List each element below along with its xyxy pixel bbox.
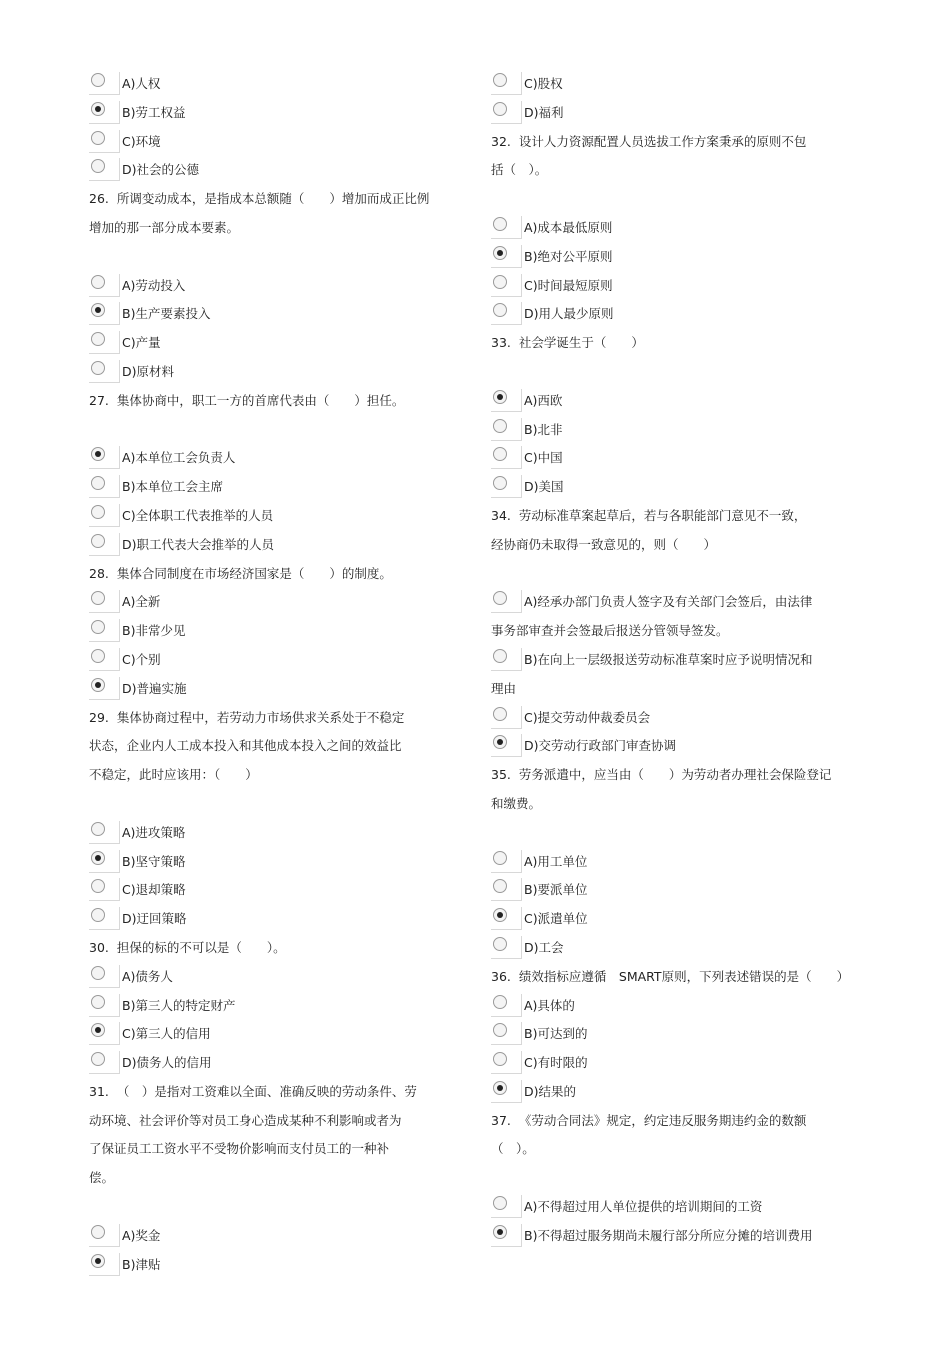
radio-unchecked-icon[interactable]: [491, 72, 522, 95]
answer-option[interactable]: [89, 70, 469, 99]
question-text: [491, 1135, 876, 1164]
radio-unchecked-icon[interactable]: [89, 130, 120, 153]
question-text: [491, 1107, 876, 1136]
question-text: [89, 934, 469, 963]
answer-option[interactable]: [89, 848, 469, 877]
radio-unchecked-icon[interactable]: [491, 850, 522, 873]
radio-unchecked-icon[interactable]: [491, 446, 522, 469]
question-line: 所调变动成本，是指成本总额随（ ）增加而成正比例: [116, 191, 430, 207]
question-number: 35.: [491, 767, 511, 783]
radio-unchecked-icon[interactable]: [89, 504, 120, 527]
answer-option[interactable]: [89, 1020, 469, 1049]
question-line: 和缴费。: [491, 795, 542, 811]
radio-checked-icon[interactable]: [89, 302, 120, 325]
radio-unchecked-icon[interactable]: [491, 878, 522, 901]
option-label: B)津贴: [122, 1256, 161, 1272]
question-text: [89, 560, 469, 589]
option-label: A)经承办部门负责人签字及有关部门会签后，由法律: [524, 594, 813, 610]
answer-option[interactable]: [491, 387, 876, 416]
spacer: [89, 790, 469, 819]
option-label: A)西欧: [524, 392, 563, 408]
option-label: B)第三人的特定财产: [122, 997, 236, 1013]
question-text: [89, 1107, 469, 1136]
spacer: [491, 358, 876, 387]
answer-option[interactable]: [89, 1251, 469, 1280]
radio-unchecked-icon[interactable]: [491, 1051, 522, 1074]
option-label: B)可达到的: [524, 1026, 588, 1042]
spacer: [491, 560, 876, 589]
radio-unchecked-icon[interactable]: [89, 965, 120, 988]
option-label: D)工会: [524, 939, 564, 955]
question-number: 32.: [491, 133, 511, 149]
answer-option[interactable]: [491, 732, 876, 761]
question-line: 动环境、社会评价等对员工身心造成某种不利影响或者为: [89, 1112, 402, 1128]
option-label: B)不得超过服务期尚未履行部分所应分摊的培训费用: [524, 1227, 813, 1243]
spacer: [491, 819, 876, 848]
question-number: 36.: [491, 968, 511, 984]
question-number: 31.: [89, 1083, 109, 1099]
question-text: [89, 214, 469, 243]
question-line: 担保的标的不可以是（ ）。: [116, 939, 286, 955]
radio-unchecked-icon[interactable]: [491, 590, 522, 613]
spacer: [89, 1193, 469, 1222]
question-text: [491, 329, 876, 358]
answer-option[interactable]: [491, 1020, 876, 1049]
answer-option[interactable]: [491, 300, 876, 329]
question-line: 经协商仍未取得一致意见的，则（ ）: [491, 536, 717, 552]
radio-unchecked-icon[interactable]: [491, 302, 522, 325]
option-label: B)在向上一层级报送劳动标准草案时应予说明情况和: [524, 651, 813, 667]
question-number: 37.: [491, 1112, 511, 1128]
question-line: 劳动标准草案起草后，若与各职能部门意见不一致，: [518, 507, 807, 523]
answer-option[interactable]: [491, 704, 876, 733]
answer-option[interactable]: [491, 848, 876, 877]
radio-unchecked-icon[interactable]: [89, 360, 120, 383]
option-label: D)结果的: [524, 1083, 577, 1099]
option-label: C)提交劳动仲裁委员会: [524, 709, 651, 725]
option-label: A)进攻策略: [122, 824, 186, 840]
radio-unchecked-icon[interactable]: [491, 274, 522, 297]
answer-option[interactable]: [89, 329, 469, 358]
radio-checked-icon[interactable]: [491, 389, 522, 412]
option-label: B)劳工权益: [122, 104, 186, 120]
question-line: 劳务派遣中，应当由（ ）为劳动者办理社会保险登记: [518, 767, 832, 783]
question-text: [89, 1164, 469, 1193]
option-label: D)交劳动行政部门审查协调: [524, 738, 677, 754]
spacer: [89, 243, 469, 272]
radio-unchecked-icon[interactable]: [491, 1022, 522, 1045]
answer-option[interactable]: [491, 243, 876, 272]
option-label: A)人权: [122, 76, 161, 91]
radio-unchecked-icon[interactable]: [89, 274, 120, 297]
option-label: D)原材料: [122, 363, 175, 379]
option-label: C)派遣单位: [524, 911, 588, 927]
question-line: 集体协商中，职工一方的首席代表由（ ）担任。: [116, 392, 405, 408]
option-label: D)福利: [524, 104, 564, 120]
question-line: 括（ ）。: [491, 162, 548, 178]
option-label: C)时间最短原则: [524, 277, 613, 293]
radio-unchecked-icon[interactable]: [89, 1051, 120, 1074]
radio-unchecked-icon[interactable]: [491, 475, 522, 498]
question-text: [89, 732, 469, 761]
answer-option[interactable]: [491, 905, 876, 934]
answer-option[interactable]: [491, 444, 876, 473]
radio-checked-icon[interactable]: [89, 1253, 120, 1276]
answer-option[interactable]: [89, 444, 469, 473]
radio-unchecked-icon[interactable]: [491, 101, 522, 124]
question-text: [491, 531, 876, 560]
question-line: （ ）是指对工资难以全面、准确反映的劳动条件、劳: [116, 1083, 417, 1099]
radio-unchecked-icon[interactable]: [89, 590, 120, 613]
answer-option[interactable]: [491, 934, 876, 963]
option-label: C)个别: [122, 651, 161, 667]
answer-option[interactable]: [491, 416, 876, 445]
option-label: D)迂回策略: [122, 911, 187, 927]
option-label: B)非常少见: [122, 623, 186, 639]
option-label: A)全新: [122, 594, 161, 610]
option-label: C)全体职工代表推举的人员: [122, 507, 274, 523]
question-text: [491, 128, 876, 157]
radio-checked-icon[interactable]: [491, 734, 522, 757]
answer-option[interactable]: [89, 819, 469, 848]
answer-option[interactable]: [89, 963, 469, 992]
option-label: A)具体的: [524, 997, 575, 1013]
question-line: 增加的那一部分成本要素。: [89, 219, 240, 235]
radio-unchecked-icon[interactable]: [89, 994, 120, 1017]
answer-option[interactable]: [89, 99, 469, 128]
radio-unchecked-icon[interactable]: [89, 619, 120, 642]
question-text: [491, 963, 876, 992]
radio-checked-icon[interactable]: [491, 1224, 522, 1247]
question-number: 27.: [89, 392, 109, 408]
radio-unchecked-icon[interactable]: [89, 72, 120, 95]
question-text: [491, 761, 876, 790]
spacer: [491, 185, 876, 214]
option-label: A)不得超过用人单位提供的培训期间的工资: [524, 1199, 763, 1215]
spacer: [89, 416, 469, 445]
answer-option[interactable]: [89, 588, 469, 617]
option-label: D)债务人的信用: [122, 1055, 212, 1071]
radio-checked-icon[interactable]: [89, 677, 120, 700]
radio-unchecked-icon[interactable]: [89, 648, 120, 671]
question-text: [491, 502, 876, 531]
question-number: 30.: [89, 939, 109, 955]
radio-unchecked-icon[interactable]: [89, 1224, 120, 1247]
option-label: B)要派单位: [524, 882, 588, 898]
answer-option[interactable]: [491, 646, 876, 675]
radio-checked-icon[interactable]: [491, 245, 522, 268]
option-label: A)用工单位: [524, 853, 588, 869]
radio-unchecked-icon[interactable]: [89, 331, 120, 354]
answer-option[interactable]: [491, 214, 876, 243]
question-line: 社会学诞生于（ ）: [518, 335, 644, 351]
question-line: 绩效指标应遵循 SMART原则，下列表述错误的是（ ）: [518, 968, 850, 984]
option-label: D)职工代表大会推举的人员: [122, 536, 275, 552]
option-label: C)环境: [122, 133, 161, 149]
answer-option[interactable]: [89, 358, 469, 387]
option-label-continued: 理由: [491, 680, 517, 696]
option-label: C)退却策略: [122, 882, 186, 898]
answer-option[interactable]: [89, 675, 469, 704]
option-label: B)本单位工会主席: [122, 479, 223, 495]
option-label: B)绝对公平原则: [524, 248, 613, 264]
question-number: 29.: [89, 709, 109, 725]
radio-unchecked-icon[interactable]: [491, 936, 522, 959]
answer-option[interactable]: [491, 588, 876, 617]
answer-option[interactable]: [491, 272, 876, 301]
radio-unchecked-icon[interactable]: [89, 907, 120, 930]
answer-option[interactable]: [491, 473, 876, 502]
question-line: 《劳动合同法》规定，约定违反服务期违约金的数额: [518, 1112, 807, 1128]
radio-unchecked-icon[interactable]: [491, 648, 522, 671]
option-label: A)劳动投入: [122, 277, 186, 293]
question-number: 26.: [89, 191, 109, 207]
option-label: C)股权: [524, 76, 563, 91]
radio-checked-icon[interactable]: [491, 1080, 522, 1103]
radio-unchecked-icon[interactable]: [89, 475, 120, 498]
option-label: A)本单位工会负责人: [122, 450, 236, 466]
answer-option[interactable]: [89, 905, 469, 934]
option-label: B)坚守策略: [122, 853, 186, 869]
question-line: 设计人力资源配置人员选拔工作方案秉承的原则不包: [518, 133, 807, 149]
question-number: 28.: [89, 565, 109, 581]
answer-option[interactable]: [89, 1222, 469, 1251]
radio-unchecked-icon[interactable]: [89, 821, 120, 844]
question-text: [89, 387, 469, 416]
answer-option[interactable]: [89, 646, 469, 675]
left-column: [89, 70, 469, 1279]
question-text: [89, 761, 469, 790]
question-text: [491, 156, 876, 185]
radio-checked-icon[interactable]: [89, 446, 120, 469]
question-line: 了保证员工工资水平不受物价影响而支付员工的一种补: [89, 1141, 390, 1157]
answer-option[interactable]: [491, 99, 876, 128]
question-text: [89, 1078, 469, 1107]
option-label: C)有时限的: [524, 1055, 588, 1071]
option-label: D)用人最少原则: [524, 306, 614, 322]
option-label: D)美国: [524, 479, 564, 495]
question-line: 不稳定，此时应该用：（ ）: [89, 767, 258, 783]
radio-unchecked-icon[interactable]: [491, 994, 522, 1017]
question-text: [89, 704, 469, 733]
answer-option[interactable]: [89, 876, 469, 905]
answer-option[interactable]: [491, 1049, 876, 1078]
answer-option[interactable]: [89, 473, 469, 502]
question-line: （ ）。: [491, 1141, 535, 1157]
question-line: 集体协商过程中，若劳动力市场供求关系处于不稳定: [116, 709, 405, 725]
question-text: [89, 1135, 469, 1164]
option-label: D)普遍实施: [122, 680, 187, 696]
option-label: C)中国: [524, 450, 563, 466]
question-line: 状态，企业内人工成本投入和其他成本投入之间的效益比: [89, 738, 402, 754]
radio-unchecked-icon[interactable]: [491, 418, 522, 441]
radio-unchecked-icon[interactable]: [491, 216, 522, 239]
answer-option[interactable]: [491, 992, 876, 1021]
radio-checked-icon[interactable]: [89, 101, 120, 124]
radio-unchecked-icon[interactable]: [89, 878, 120, 901]
option-label: A)债务人: [122, 968, 173, 984]
answer-option[interactable]: [89, 156, 469, 185]
answer-option[interactable]: [491, 876, 876, 905]
question-text: [491, 790, 876, 819]
answer-option[interactable]: [491, 1222, 876, 1251]
option-label: B)北非: [524, 421, 563, 437]
radio-checked-icon[interactable]: [491, 907, 522, 930]
answer-option[interactable]: [491, 1078, 876, 1107]
answer-option[interactable]: [89, 1049, 469, 1078]
radio-unchecked-icon[interactable]: [491, 1195, 522, 1218]
answer-option[interactable]: [89, 617, 469, 646]
answer-option[interactable]: [89, 531, 469, 560]
radio-checked-icon[interactable]: [89, 1022, 120, 1045]
option-label: A)奖金: [122, 1227, 161, 1243]
option-label-continued: 事务部审查并会签最后报送分管领导签发。: [491, 623, 729, 639]
radio-checked-icon[interactable]: [89, 850, 120, 873]
right-column: [491, 70, 876, 1251]
answer-option[interactable]: [89, 300, 469, 329]
spacer: [491, 1164, 876, 1193]
answer-option[interactable]: [89, 502, 469, 531]
question-line: 偿。: [89, 1170, 115, 1186]
option-label: C)第三人的信用: [122, 1026, 211, 1042]
answer-option[interactable]: [491, 1193, 876, 1222]
question-text: [89, 185, 469, 214]
radio-unchecked-icon[interactable]: [89, 533, 120, 556]
question-number: 34.: [491, 507, 511, 523]
answer-option[interactable]: [89, 272, 469, 301]
radio-unchecked-icon[interactable]: [89, 158, 120, 181]
option-label: A)成本最低原则: [524, 219, 613, 235]
option-label: B)生产要素投入: [122, 306, 211, 322]
answer-option[interactable]: [89, 992, 469, 1021]
answer-option[interactable]: [491, 70, 876, 99]
question-number: 33.: [491, 335, 511, 351]
answer-option[interactable]: [89, 128, 469, 157]
option-label: D)社会的公德: [122, 162, 200, 178]
radio-unchecked-icon[interactable]: [491, 706, 522, 729]
option-label: C)产量: [122, 335, 161, 351]
question-line: 集体合同制度在市场经济国家是（ ）的制度。: [116, 565, 392, 581]
